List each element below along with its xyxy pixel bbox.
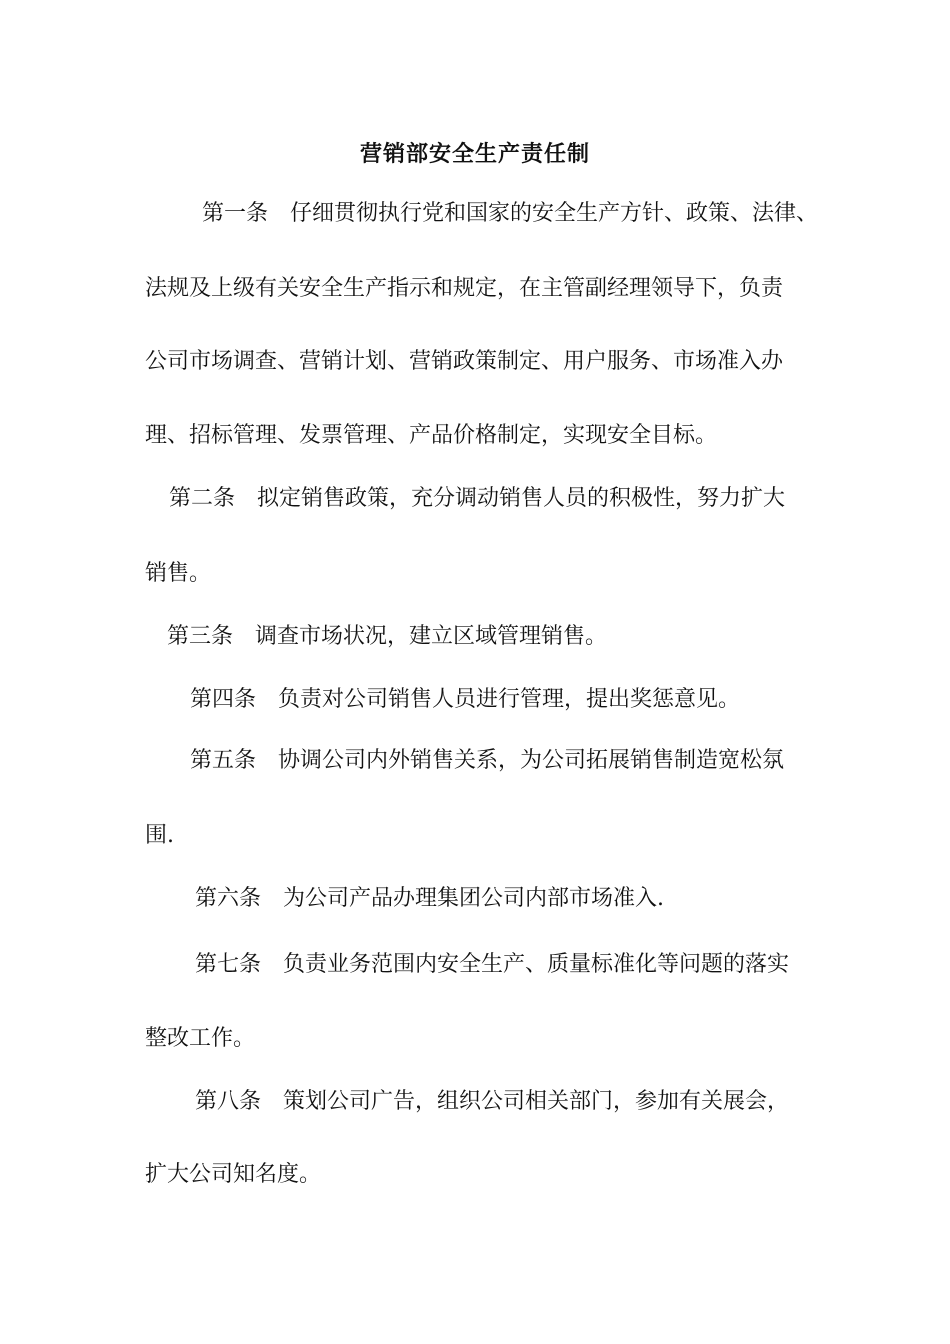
article-3-line-1: 第三条 调查市场状况，建立区域管理销售。 <box>167 624 608 649</box>
article-1-line-3: 公司市场调查、营销计划、营销政策制定、用户服务、市场准入办 <box>145 349 784 374</box>
article-8-line-2: 扩大公司知名度。 <box>145 1162 322 1187</box>
article-2-line-2: 销售。 <box>145 561 212 586</box>
article-5-line-2: 围. <box>145 823 174 848</box>
article-7-line-1: 第七条 负责业务范围内安全生产、质量标准化等问题的落实 <box>195 952 790 977</box>
article-6-line-1: 第六条 为公司产品办理集团公司内部市场准入. <box>195 886 664 911</box>
document-title: 营销部安全生产责任制 <box>359 141 590 167</box>
article-4-line-1: 第四条 负责对公司销售人员进行管理，提出奖惩意见。 <box>190 687 741 712</box>
article-1-line-4: 理、招标管理、发票管理、产品价格制定，实现安全目标。 <box>145 423 718 448</box>
article-2-line-1: 第二条 拟定销售政策，充分调动销售人员的积极性，努力扩大 <box>169 486 786 511</box>
article-7-line-2: 整改工作。 <box>145 1026 256 1051</box>
article-8-line-1: 第八条 策划公司广告，组织公司相关部门，参加有关展会， <box>195 1089 790 1114</box>
article-5-line-1: 第五条 协调公司内外销售关系，为公司拓展销售制造宽松氛 <box>190 748 785 773</box>
article-1-line-2: 法规及上级有关安全生产指示和规定，在主管副经理领导下，负责 <box>145 276 784 301</box>
article-1-line-1: 第一条 仔细贯彻执行党和国家的安全生产方针、政策、法律、 <box>202 201 819 226</box>
